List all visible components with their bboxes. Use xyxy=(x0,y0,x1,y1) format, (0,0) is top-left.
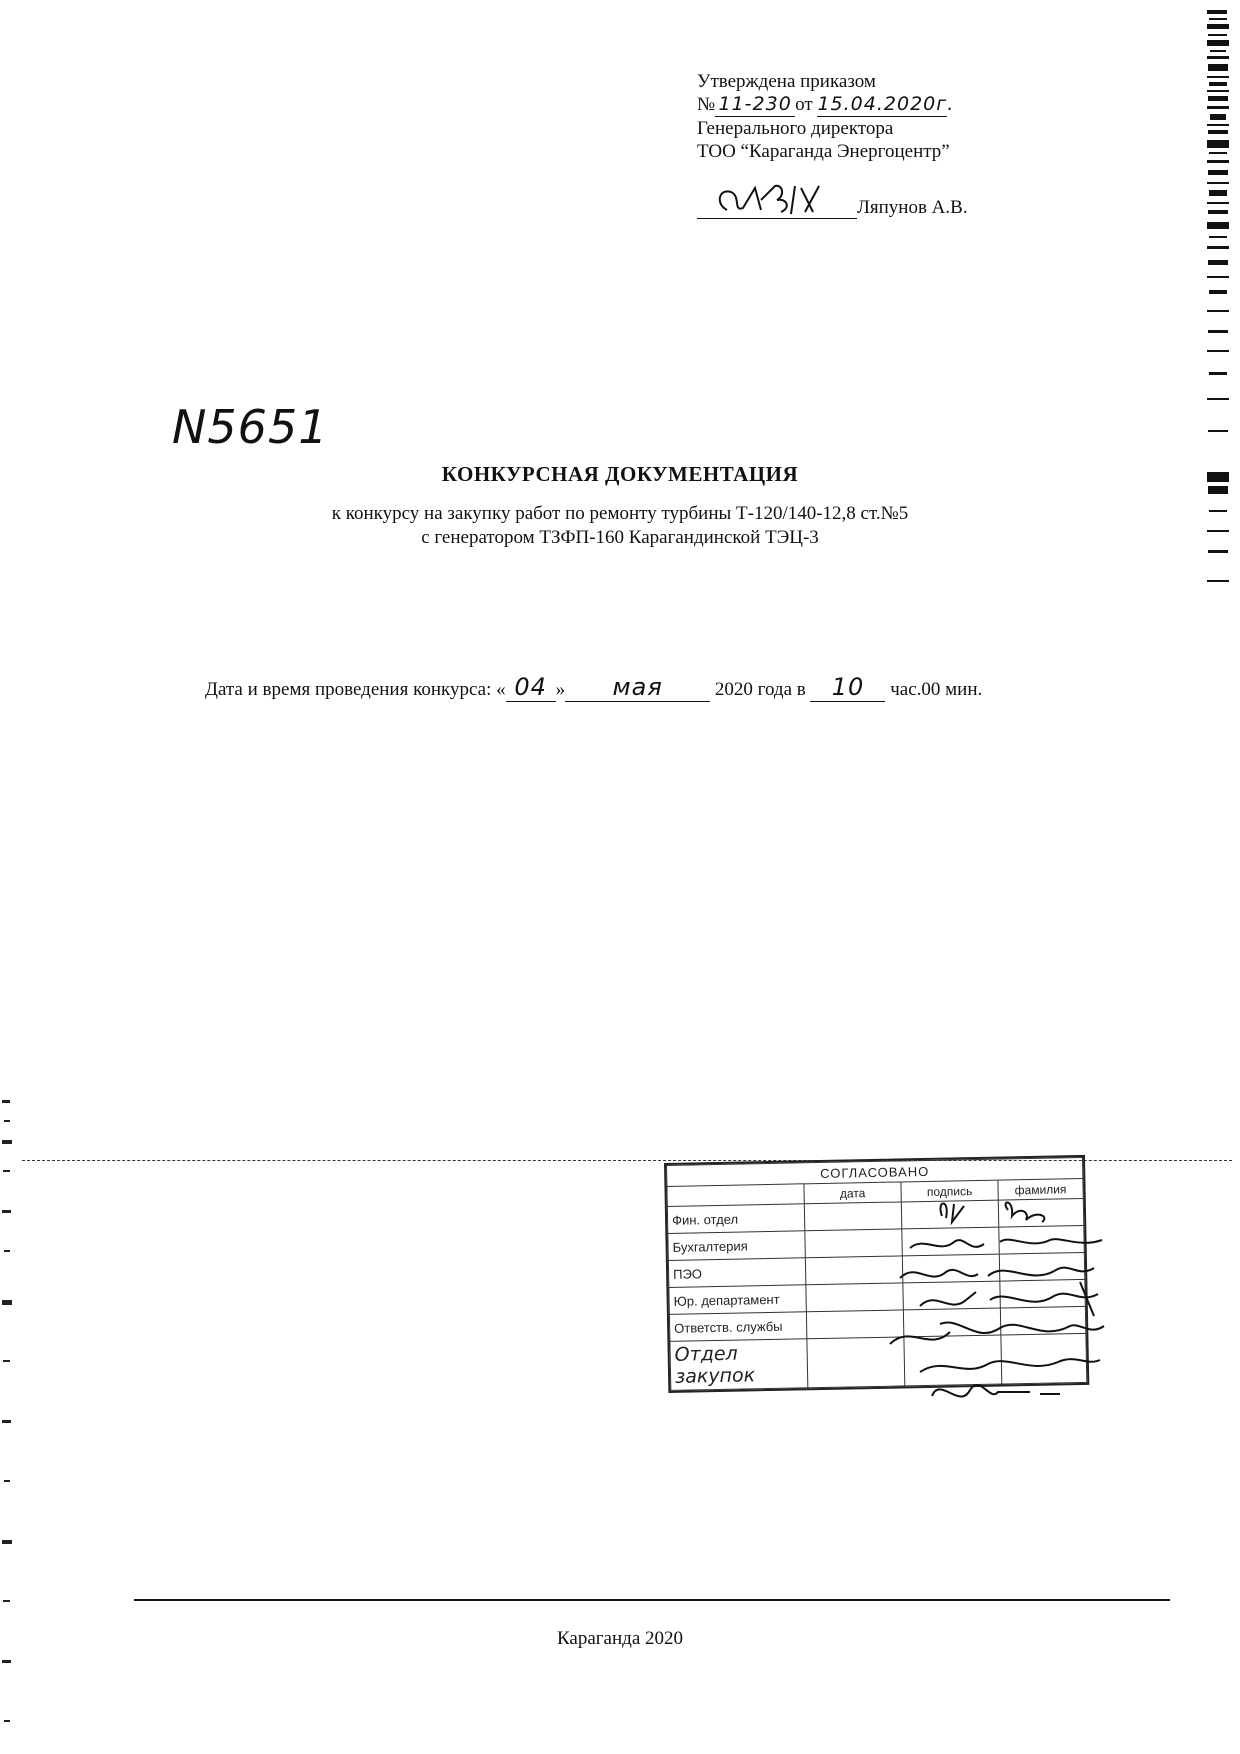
close-quote: » xyxy=(555,679,566,700)
footer-city-year: Караганда 2020 xyxy=(556,1628,684,1649)
stamp-dept: Фин. отдел xyxy=(667,1204,804,1234)
director-name: Ляпунов А.В. xyxy=(857,197,968,218)
stamp-dept: Ответств. службы xyxy=(669,1312,806,1342)
approval-order-line xyxy=(697,93,955,117)
stamp-dept: Юр. департамент xyxy=(669,1285,806,1315)
scan-barcode xyxy=(1205,10,1231,610)
footer-rule xyxy=(134,1599,1170,1601)
stamp-col-surname: фамилия xyxy=(998,1178,1083,1200)
signature-scribble xyxy=(920,1359,1100,1372)
director-signature-row xyxy=(697,188,968,219)
scan-margin-marks xyxy=(0,1100,20,1740)
tender-day: 04 xyxy=(506,673,556,702)
tender-date-label: Дата и время проведения конкурса: xyxy=(205,679,492,700)
document-title: КОНКУРСНАЯ ДОКУМЕНТАЦИЯ xyxy=(441,462,799,486)
stamp-col-date: дата xyxy=(804,1182,901,1204)
approval-line-1: Утверждена приказом xyxy=(697,71,876,92)
subtitle-line-1: к конкурсу на закупку работ по ремонту турбины Т-120/140-12,8 ст.№5 xyxy=(331,503,909,524)
order-number: 11-230 xyxy=(715,93,795,117)
stamp-signatures xyxy=(880,1196,1110,1416)
stamp-dept: Отдел закупок xyxy=(670,1339,808,1391)
document-subtitle xyxy=(0,502,1240,550)
signature-scribble xyxy=(910,1239,1102,1248)
order-date-prefix: от xyxy=(795,94,813,115)
order-date: 15.04.2020г. xyxy=(817,93,955,115)
open-quote: « xyxy=(496,679,506,700)
signature-scribble xyxy=(932,1385,1060,1397)
approval-line-3: Генерального директора xyxy=(697,118,894,139)
approval-line-4: ТОО “Караганда Энергоцентр” xyxy=(697,141,950,162)
stamp-dept: ПЭО xyxy=(668,1258,805,1288)
signature-scribble xyxy=(1006,1202,1045,1222)
registration-number: N5651 xyxy=(172,400,329,454)
signature-scribble xyxy=(890,1323,1104,1344)
subtitle-line-2: с генератором ТЗФП-160 Карагандинской ТЭЦ-3 xyxy=(421,527,819,548)
stamp-dept: Бухгалтерия xyxy=(668,1231,805,1261)
director-signature-scribble xyxy=(697,182,857,216)
tender-date-row xyxy=(205,673,982,702)
approval-block xyxy=(697,70,955,163)
signature-scribble xyxy=(900,1268,1094,1278)
tender-time-suffix: час.00 мин. xyxy=(890,679,983,700)
order-number-prefix: № xyxy=(697,94,716,115)
tender-month: мая xyxy=(565,673,710,702)
tender-year-text: 2020 года в xyxy=(714,679,806,700)
signature-scribble xyxy=(940,1204,964,1223)
director-signature xyxy=(697,188,857,219)
stamp-col-empty xyxy=(667,1184,804,1207)
signature-scribble xyxy=(920,1282,1098,1316)
stamp-heading: СОГЛАСОВАНО xyxy=(667,1157,1083,1186)
tender-hour: 10 xyxy=(810,673,885,702)
stamp-col-signature: подпись xyxy=(901,1180,998,1202)
